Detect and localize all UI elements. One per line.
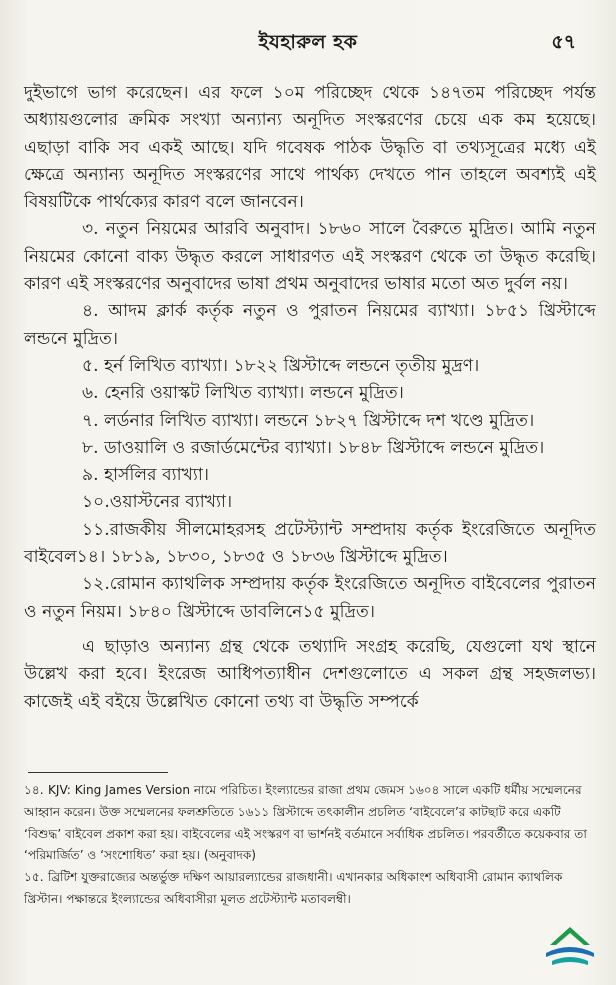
footnote-14 — [24, 780, 596, 867]
list-item-9: ৯. হার্সলির ব্যাখ্যা। — [82, 465, 210, 486]
page-number: ৫৭ — [551, 31, 576, 53]
list-item-8: ৮. ডাওয়ালি ও রজার্ডমেন্টের ব্যাখ্যা। ১৮৪৮ খ্রিস্টাব্দে লন্ডনে মুদ্রিত। — [82, 437, 545, 458]
main-text — [24, 80, 596, 716]
list-item-10: ১০.ওয়াস্টনের ব্যাখ্যা। — [82, 492, 233, 513]
list-item-6: ৬. হেনরি ওয়াস্কট লিখিত ব্যাখ্যা। লন্ডনে মুদ্রিত। — [82, 383, 404, 404]
publisher-logo-icon — [540, 923, 600, 971]
list-item-4: ৪. আদম ক্লার্ক কর্তৃক নতুন ও পুরাতন নিয়মের ব্যাখ্যা। ১৮৫১ খ্রিস্টাব্দে লন্ডনে মুদ্রিত। — [24, 301, 596, 349]
closing-paragraph: এ ছাড়াও অন্যান্য গ্রন্থ থেকে তথ্যাদি সংগ্রহ করেছি, যেগুলো যথ স্থানে উল্লেখ করা হবে। ইংরেজ আধিপত্যাধীন দেশগুলোতে এ সকল গ্রন্থ সহজলভ্য। কাজেই এই বইয়ে উল্লেখিত কোনো তথ্য বা উদ্ধৃতি সম্পর্কে — [24, 636, 596, 712]
footnote-number: ১৫. — [24, 870, 44, 885]
list-item-12: ১২.রোমান ক্যাথলিক সম্প্রদায় কর্তৃক ইংরেজিতে অনূদিত বাইবেলের পুরাতন ও নতুন নিয়ম। ১৮৪০ খ্রিস্টাব্দে ডাবলিনে১৫ মুদ্রিত। — [24, 574, 596, 622]
running-title: ইযহারুল হক — [258, 31, 358, 53]
list-item-5: ৫. হর্ন লিখিত ব্যাখ্যা। ১৮২২ খ্রিস্টাব্দে লন্ডনে তৃতীয় মুদ্রণ। — [82, 355, 480, 376]
running-header — [0, 28, 616, 58]
list-item-7: ৭. লর্ডনার লিখিত ব্যাখ্যা। লন্ডনে ১৮২৭ খ্রিস্টাব্দে দশ খণ্ডে মুদ্রিত। — [82, 410, 535, 431]
paragraph-continued: দুইভাগে ভাগ করেছেন। এর ফলে ১০ম পরিচ্ছেদ থেকে ১৪৭তম পরিচ্ছেদ পর্যন্ত অধ্যায়গুলোর ক্রমিক সংখ্যা অন্যান্য অনূদিত সংস্করণের চেয়ে এক কম হয়েছে। এছাড়া বাকি সব একই আছে। যদি গবেষক পাঠক উদ্ধৃতি বা তথ্যসূত্রের মধ্যে এই ক্ষেত্রে অন্যান্য অনূদিত সংস্করণের সাথে পার্থক্য দেখতে পান তাহলে অবশ্যই এই বিষয়টিকে পার্থক্যের কারণ বলে জানবেন। — [24, 83, 596, 213]
footnote-number: ১৪. — [24, 783, 44, 797]
footnote-text: KJV: King James Version নামে পরিচিত। ইংল্যান্ডের রাজা প্রথম জেমস ১৬০৪ সালে একটি ধর্মীয় সম্মেলনের আহ্বান করেন। উক্ত সম্মেলনের ফলশ্রুতিতে ১৬১১ খ্রিস্টাব্দে তৎকালীন প্রচলিত ‘বাইবেলে’র কাটছাট করে একটি ‘বিশুদ্ধ’ বাইবেল প্রকাশ করা হয়। বাইবেলের এই সংস্করণ বা ভার্শনই বর্তমানে সর্বাধিক প্রচলিত। পরবর্তীতে কয়েকবার তা ‘পরিমার্জিত’ ও ‘সংশোধিত’ করা হয়। (অনুবাদক) — [24, 783, 587, 863]
footnotes — [24, 780, 596, 911]
footnote-divider — [28, 772, 168, 773]
footnote-text: ব্রিটিশ যুক্তরাজ্যের অন্তর্ভুক্ত দক্ষিণ আয়ারল্যান্ডের রাজধানী। এখানকার অধিকাংশ অধিবাসী রোমান ক্যাথলিক খ্রিস্টান। পক্ষান্তরে ইংল্যান্ডের অধিবাসীরা মূলত প্রটেস্ট্যান্ট মতাবলম্বী। — [24, 870, 563, 906]
footnote-15 — [24, 867, 596, 911]
list-item-11: ১১.রাজকীয় সীলমোহরসহ প্রটেস্ট্যান্ট সম্প্রদায় কর্তৃক ইংরেজিতে অনূদিত বাইবেল১৪। ১৮১৯, ১৮৩০, ১৮৩৫ ও ১৮৩৬ খ্রিস্টাব্দে মুদ্রিত। — [24, 519, 596, 568]
list-item-3: ৩. নতুন নিয়মের আরবি অনুবাদ। ১৮৬০ সালে বৈরুতে মুদ্রিত। আমি নতুন নিয়মের কোনো বাক্য উদ্ধৃত করলে সাধারণত এই সংস্করণ থেকে তা উদ্ধৃত করেছি। কারণ এই সংস্করণের অনুবাদের ভাষা প্রথম অনুবাদের ভাষার মতো অত দুর্বল নয়। — [24, 219, 596, 295]
